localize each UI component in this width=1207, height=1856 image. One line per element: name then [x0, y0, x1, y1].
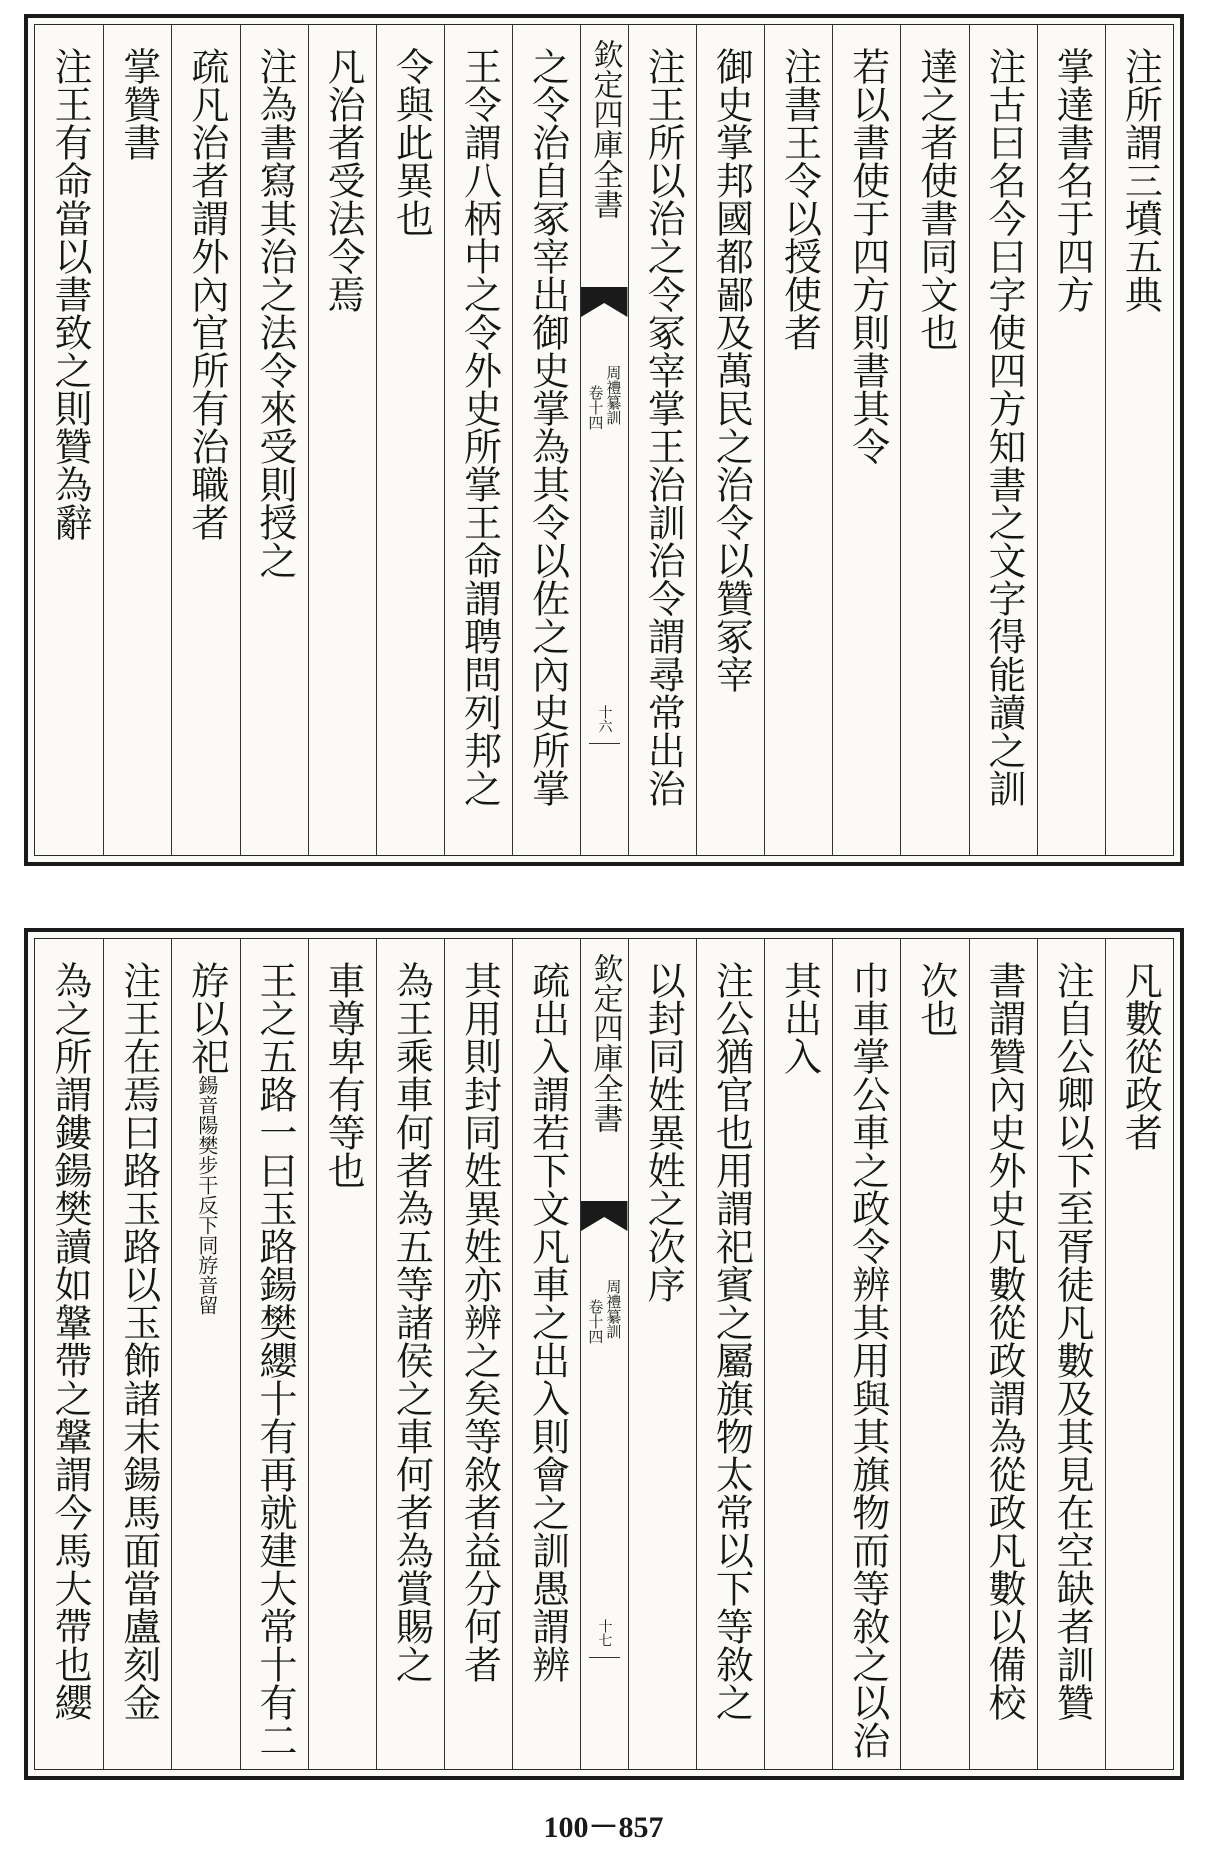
column-text: 凡數從政者: [1118, 961, 1163, 1151]
text-column: [240, 25, 308, 855]
book-series-title: 欽定四庫全書: [587, 39, 623, 219]
book-title: 周禮纂訓: [604, 365, 623, 425]
text-column: [240, 939, 308, 1769]
column-text: 次也: [913, 961, 958, 1037]
column-text: 注所謂三墳五典: [1118, 47, 1163, 313]
column-text: 其用則封同姓異姓亦辨之矣等敘者益分何者: [457, 961, 502, 1683]
book-title: 周禮纂訓: [604, 1279, 623, 1339]
column-text: 注書王令以授使者: [777, 47, 822, 351]
column-text: 為之所謂鏤鍚樊讀如鞶帶之鞶謂今馬大帶也纓: [48, 961, 93, 1721]
column-text: 注自公卿以下至胥徒凡數及其見在空缺者訓贊: [1050, 961, 1095, 1721]
column-text: 書謂贊內史外史凡數從政謂為從政凡數以備校: [982, 961, 1027, 1721]
text-column: [376, 939, 444, 1769]
column-text: 御史掌邦國都鄙及萬民之治令以贊冢宰: [709, 47, 754, 693]
text-column: [832, 939, 900, 1769]
text-column: [628, 939, 696, 1769]
volume-number: 卷十四: [586, 385, 605, 430]
column-text: 注公猶官也用謂祀賓之屬旗物太常以下等敘之: [709, 961, 754, 1721]
column-text: 若以書使于四方則書其令: [845, 47, 890, 465]
column-text: 注王所以治之令冢宰掌王治訓治令謂尋常出治: [641, 47, 686, 807]
column-text: 疏出入謂若下文凡車之出入則會之訓愚謂辨: [525, 961, 570, 1683]
text-column: [512, 25, 580, 855]
column-text: 令與此異也: [389, 47, 434, 237]
text-column: [696, 25, 764, 855]
leaf-number: 十六: [596, 705, 613, 733]
column-text: 注為書寫其治之法令來受則授之: [253, 47, 298, 579]
top-page: [24, 14, 1184, 866]
column-text: 以封同姓異姓之次序: [641, 961, 686, 1303]
text-column: [512, 939, 580, 1769]
text-column: [171, 939, 239, 1769]
text-column: [900, 939, 968, 1769]
text-column: [1105, 939, 1173, 1769]
text-column: [35, 939, 103, 1769]
bottom-page-grid: [34, 938, 1174, 1770]
column-text: 達之者使書同文也: [913, 47, 958, 351]
text-column: [900, 25, 968, 855]
column-text: 王之五路一曰玉路鍚樊纓十有再就建大常十有二: [253, 961, 298, 1759]
text-column: [696, 939, 764, 1769]
column-text: 之令治自冢宰出御史掌為其令以佐之內史所掌: [525, 47, 570, 807]
text-column: [35, 25, 103, 855]
column-text: 掌贊書: [116, 47, 161, 161]
text-column: [1037, 939, 1105, 1769]
column-text: 疏凡治者謂外內官所有治職者: [184, 47, 229, 541]
text-column: [376, 25, 444, 855]
text-column: [969, 939, 1037, 1769]
bottom-page: [24, 928, 1184, 1780]
column-text: 王令謂八柄中之令外史所掌王命謂聘問列邦之: [457, 47, 502, 807]
text-column: [103, 939, 171, 1769]
text-column: [832, 25, 900, 855]
text-column: [444, 25, 512, 855]
leaf-rule: [589, 1657, 619, 1658]
center-fold-column: [580, 25, 627, 855]
column-text: 掌達書名于四方: [1050, 47, 1095, 313]
top-page-grid: [34, 24, 1174, 856]
page-number-footer: 100－857: [543, 1811, 664, 1844]
leaf-rule: [589, 743, 619, 744]
text-column: [1037, 25, 1105, 855]
text-column: [103, 25, 171, 855]
fishtail-mark-icon: [581, 1201, 627, 1247]
phonetic-note: 鍚音陽樊步干反下同斿音留: [194, 1075, 219, 1315]
column-text: 注王在焉曰路玉路以玉飾諸末鍚馬面當盧刻金: [116, 961, 161, 1721]
column-main-text: 斿以祀: [184, 961, 229, 1075]
book-series-title: 欽定四庫全書: [587, 953, 623, 1133]
text-column: [764, 25, 832, 855]
column-text: 凡治者受法令焉: [321, 47, 366, 313]
text-column: [444, 939, 512, 1769]
volume-number: 卷十四: [586, 1299, 605, 1344]
center-fold-column: [580, 939, 627, 1769]
text-column: [1105, 25, 1173, 855]
column-text: 巾車掌公車之政令辨其用與其旗物而等敘之以治: [845, 961, 890, 1759]
column-text: [185, 961, 227, 1315]
column-text: 其出入: [777, 961, 822, 1075]
text-column: [628, 25, 696, 855]
fishtail-mark-icon: [581, 287, 627, 333]
text-column: [969, 25, 1037, 855]
text-column: [308, 939, 376, 1769]
leaf-number: 十七: [596, 1619, 613, 1647]
column-text: 注古曰名今曰字使四方知書之文字得能讀之訓: [982, 47, 1027, 807]
column-text: 注王有命當以書致之則贊為辭: [48, 47, 93, 541]
text-column: [764, 939, 832, 1769]
text-column: [308, 25, 376, 855]
column-text: 車尊卑有等也: [321, 961, 366, 1189]
text-column: [171, 25, 239, 855]
column-text: 為王乘車何者為五等諸侯之車何者為賞賜之: [389, 961, 434, 1683]
